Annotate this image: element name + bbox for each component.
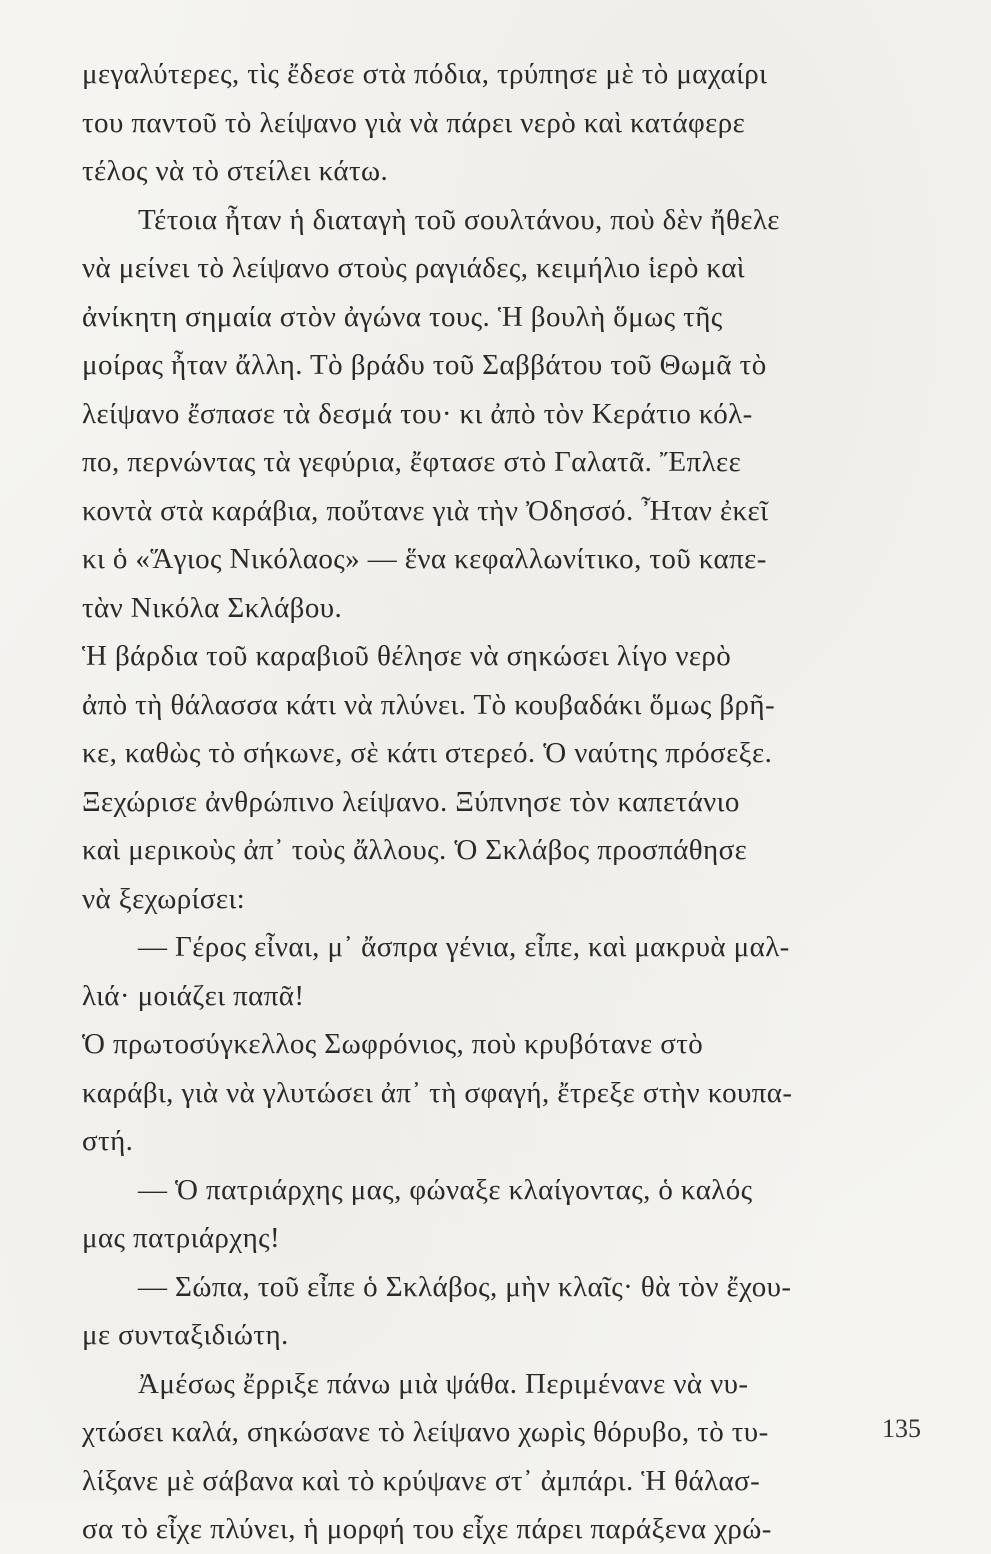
text-line: — Σώπα, τοῦ εἶπε ὁ Σκλάβος, μὴν κλαῖς· θὰ τὸν ἔχου-: [138, 1270, 792, 1303]
text-line: Ξεχώρισε ἀνθρώπινο λείψανο. Ξύπνησε τὸν καπετάνιο: [82, 785, 740, 818]
text-line: τὰν Νικόλα Σκλάβου.: [82, 591, 343, 624]
text-line: Τέτοια ἦταν ἡ διαταγὴ τοῦ σουλτάνου, ποὺ δὲν ἤθελε: [138, 203, 780, 236]
text-line: τέλος νὰ τὸ στείλει κάτω.: [82, 155, 389, 187]
text-line: ἀπὸ τὴ θάλασσα κάτι νὰ πλύνει. Τὸ κουβαδάκι ὅμως βρῆ-: [82, 688, 776, 721]
text-line: — Γέρος εἶναι, μ᾿ ἄσπρα γένια, εἶπε, καὶ μακρυὰ μαλ-: [138, 931, 790, 963]
text-line: λείψανο ἔσπασε τὰ δεσμά του· κι ἀπὸ τὸν Κεράτιο κόλ-: [82, 397, 753, 430]
text-line: καὶ μερικοὺς ἀπ᾿ τοὺς ἄλλους. Ὁ Σκλάβος προσπάθησε: [82, 834, 748, 866]
text-line: σα τὸ εἶχε πλύνει, ἡ μορφή του εἶχε πάρει παράξενα χρώ-: [82, 1513, 772, 1545]
text-line: νὰ μείνει τὸ λείψανο στοὺς ραγιάδες, κειμήλιο ἱερὸ καὶ: [82, 252, 745, 284]
text-line: χτώσει καλά, σηκώσανε τὸ λείψανο χωρὶς θόρυβο, τὸ τυ-: [82, 1416, 769, 1448]
text-line: μεγαλύτερες, τὶς ἔδεσε στὰ πόδια, τρύπησε μὲ τὸ μαχαίρι: [82, 58, 768, 90]
text-line: Ὁ πρωτοσύγκελλος Σωφρόνιος, ποὺ κρυβότανε στὸ: [82, 1028, 704, 1060]
page-number: 135: [882, 1414, 921, 1443]
text-line: Ἡ βάρδια τοῦ καραβιοῦ θέλησε νὰ σηκώσει λίγο νερὸ: [82, 640, 732, 672]
text-line: μας πατριάρχης!: [82, 1222, 281, 1254]
text-line: καράβι, γιὰ νὰ γλυτώσει ἀπ᾿ τὴ σφαγή, ἔτρεξε στὴν κουπα-: [82, 1076, 793, 1109]
text-line: — Ὁ πατριάρχης μας, φώναξε κλαίγοντας, ὁ καλός: [138, 1173, 753, 1206]
text-line: με συνταξιδιώτη.: [82, 1319, 289, 1351]
text-line: μοίρας ἦταν ἄλλη. Τὸ βράδυ τοῦ Σαββάτου τοῦ Θωμᾶ τὸ: [82, 349, 767, 381]
text-line: ἀνίκητη σημαία στὸν ἀγώνα τους. Ἡ βουλὴ ὅμως τῆς: [82, 300, 723, 333]
text-line: κι ὁ «Ἅγιος Νικόλαος» — ἕνα κεφαλλωνίτικο, τοῦ καπε-: [82, 543, 767, 575]
text-line: λιά· μοιάζει παπᾶ!: [82, 979, 305, 1012]
text-line: λίξανε μὲ σάβανα καὶ τὸ κρύψανε στ᾿ ἀμπάρι. Ἡ θάλασ-: [82, 1464, 761, 1497]
text-line: κοντὰ στὰ καράβια, ποὔτανε γιὰ τὴν Ὀδησσό. Ἦταν ἐκεῖ: [82, 494, 769, 527]
text-line: του παντοῦ τὸ λείψανο γιὰ νὰ πάρει νερὸ καὶ κατάφερε: [82, 106, 746, 139]
text-line: στή.: [82, 1125, 134, 1157]
body-text: [82, 50, 922, 1554]
text-line: πο, περνώντας τὰ γεφύρια, ἔφτασε στὸ Γαλατᾶ. Ἔπλεε: [82, 446, 742, 478]
text-line: κε, καθὼς τὸ σήκωνε, σὲ κάτι στερεό. Ὁ ναύτης πρόσεξε.: [82, 737, 773, 769]
text-line: νὰ ξεχωρίσει:: [82, 882, 246, 915]
text-line: Ἀμέσως ἔρριξε πάνω μιὰ ψάθα. Περιμένανε νὰ νυ-: [138, 1367, 749, 1400]
